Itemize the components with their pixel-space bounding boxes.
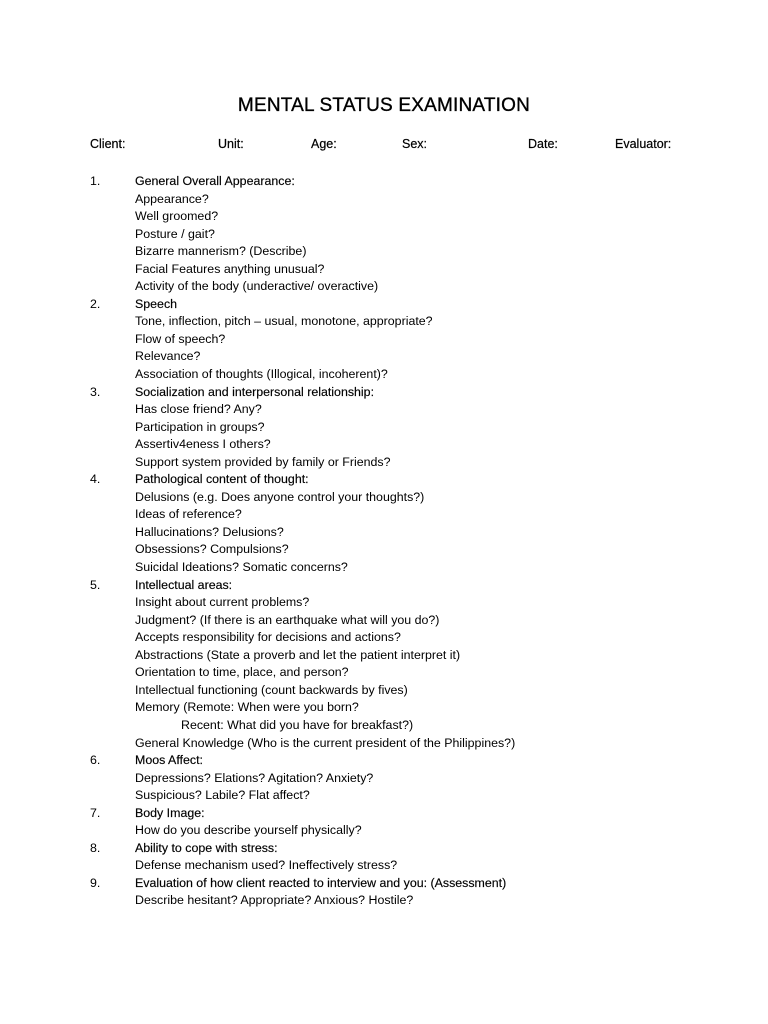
question-row [0,699,768,717]
section-heading-row [0,875,768,893]
question-text: Abstractions (State a proverb and let the patient interpret it) [135,647,461,662]
question-row [0,226,768,244]
section-number: 6. [90,753,101,768]
question-row [0,191,768,209]
section-heading: Moos Affect: [135,753,203,768]
question-text: Posture / gait? [135,226,215,241]
question-row [0,541,768,559]
section-heading-row [0,752,768,770]
question-row [0,401,768,419]
question-row [0,822,768,840]
question-text: Intellectual functioning (count backwards by fives) [135,682,408,697]
question-row [0,261,768,279]
question-row [0,436,768,454]
question-text: Bizarre mannerism? (Describe) [135,244,307,259]
question-row [0,717,768,735]
question-row [0,506,768,524]
question-text: Defense mechanism used? Ineffectively stress? [135,858,398,873]
unit-label: Unit: [218,137,244,151]
section-heading-row [0,471,768,489]
section-number: 5. [90,577,101,592]
question-row [0,243,768,261]
question-row [0,857,768,875]
question-text: Insight about current problems? [135,595,310,610]
question-text: Activity of the body (underactive/ overactive) [135,279,379,294]
question-text: Tone, inflection, pitch – usual, monotone, appropriate? [135,314,433,329]
evaluator-label: Evaluator: [615,137,672,151]
question-text: Hallucinations? Delusions? [135,524,284,539]
question-row [0,892,768,910]
section-number: 2. [90,296,101,311]
question-row [0,787,768,805]
question-text: Suspicious? Labile? Flat affect? [135,788,310,803]
section-heading: Intellectual areas: [135,577,233,592]
section-number: 9. [90,875,101,890]
question-text: Memory (Remote: When were you born? [135,700,359,715]
question-text: Ideas of reference? [135,507,242,522]
section-heading-row [0,805,768,823]
section-heading: Socialization and interpersonal relationship: [135,384,375,399]
section-number: 4. [90,472,101,487]
question-text: Has close friend? Any? [135,402,262,417]
question-text: Recent: What did you have for breakfast?) [181,717,414,732]
question-text: Support system provided by family or Friends? [135,454,391,469]
question-text: Delusions (e.g. Does anyone control your thoughts?) [135,489,425,504]
question-text: Association of thoughts (Illogical, incoherent)? [135,367,388,382]
exam-sections [0,173,768,910]
question-row [0,524,768,542]
section-heading: Pathological content of thought: [135,472,309,487]
question-text: Describe hesitant? Appropriate? Anxious? Hostile? [135,893,414,908]
question-text: Participation in groups? [135,419,265,434]
question-text: How do you describe yourself physically? [135,823,362,838]
question-row [0,559,768,577]
question-text: General Knowledge (Who is the current president of the Philippines?) [135,735,516,750]
section-heading-row [0,296,768,314]
question-text: Well groomed? [135,209,219,224]
question-text: Appearance? [135,191,209,206]
question-row [0,770,768,788]
question-row [0,682,768,700]
question-row [0,594,768,612]
section-heading-row [0,384,768,402]
question-text: Accepts responsibility for decisions and actions? [135,630,401,645]
question-row [0,489,768,507]
client-label: Client: [90,137,126,151]
question-row [0,419,768,437]
section-number: 1. [90,174,101,188]
question-row [0,612,768,630]
question-row [0,629,768,647]
question-row [0,331,768,349]
question-row [0,647,768,665]
page-title: MENTAL STATUS EXAMINATION [237,95,531,116]
question-row [0,313,768,331]
question-row [0,454,768,472]
question-text: Orientation to time, place, and person? [135,665,349,680]
section-heading-row [0,840,768,858]
section-number: 3. [90,384,101,399]
date-label: Date: [528,137,558,151]
section-number: 8. [90,840,101,855]
question-row [0,664,768,682]
header-fields [0,137,768,153]
sex-label: Sex: [402,137,428,151]
question-text: Flow of speech? [135,331,226,346]
question-row [0,208,768,226]
section-heading: Speech [135,296,178,311]
section-heading-row [0,577,768,595]
question-row [0,278,768,296]
section-heading: Ability to cope with stress: [135,840,278,855]
question-row [0,366,768,384]
question-text: Facial Features anything unusual? [135,261,325,276]
question-text: Obsessions? Compulsions? [135,542,289,557]
question-text: Depressions? Elations? Agitation? Anxiety? [135,770,374,785]
question-text: Assertiv4eness I others? [135,437,271,452]
question-row [0,735,768,753]
section-heading-row [0,173,768,191]
section-heading: Evaluation of how client reacted to interview and you: (Assessment) [135,875,507,890]
section-number: 7. [90,805,101,820]
question-text: Judgment? (If there is an earthquake what will you do?) [135,612,440,627]
question-text: Relevance? [135,349,201,364]
question-row [0,348,768,366]
age-label: Age: [311,137,337,151]
section-heading: Body Image: [135,805,205,820]
question-text: Suicidal Ideations? Somatic concerns? [135,560,348,575]
section-heading: General Overall Appearance: [135,174,295,188]
